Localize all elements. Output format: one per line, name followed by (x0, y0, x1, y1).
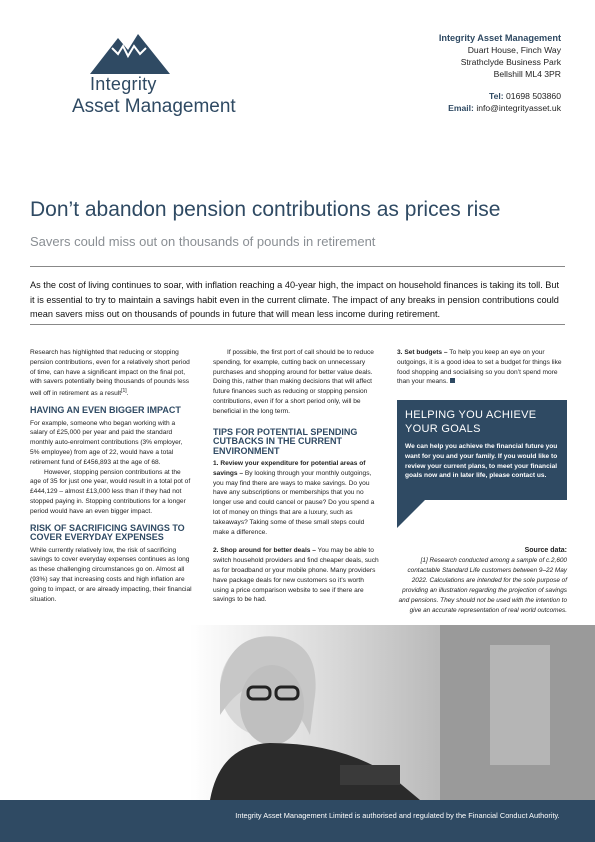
section-heading: HAVING AN EVEN BIGGER IMPACT (30, 405, 181, 416)
cta-body: We can help you achieve the financial future you want for you and your family. If you would like to review your current plans, to meet your financial goals now and in later life, please contact us. (405, 443, 558, 480)
source-body: [1] Research conducted among a sample of c.2,600 contactable Standard Life customers between 9–22 May 2022. Calculations are intended for the sole purpose of providing an illustration regarding the projection of savings and pensions. They should not be used with the intention to give an accurate representation of real world outcomes. (398, 557, 567, 614)
intro-paragraph: As the cost of living continues to soar, with inflation reaching a 40-year high, the impact on household finances is taking its toll. But it is essential to try to maintain a savings habit even in the current climate. The impact of any breaks in pension contributions could mean savers miss out on thousands of pounds in future that will mean less income during retirement. (30, 280, 560, 319)
cta-box-tail (397, 500, 425, 528)
column-1 (30, 348, 192, 604)
contact-block (439, 32, 561, 114)
address-line: Duart House, Finch Way (467, 45, 561, 55)
email-address[interactable]: info@integrityasset.uk (476, 103, 561, 113)
company-name: Integrity Asset Management (438, 33, 561, 43)
tip-title: 3. Set budgets – (397, 349, 448, 356)
article-subtitle: Savers could miss out on thousands of pounds in retirement (30, 234, 376, 249)
tel-number[interactable]: 01698 503860 (506, 91, 561, 101)
tip-3: 3. Set budgets – To help you keep an eye on your outgoings, it is a good idea to set a budget for things like food shopping and socialising so you don’t spend more than your means. (397, 349, 562, 386)
paragraph: If possible, the first port of call should be to reduce spending, for example, cutting back on unnecessary purchases and shopping around for better value deals. Doing this, rather than making decisions that will affect future finances such as reducing or stopping pension contributions, even if for a short period only, will be beneficial in the long term. (213, 349, 374, 415)
divider (30, 324, 565, 325)
tip-title: 1. Review your expenditure for potential areas of savings – (213, 460, 366, 477)
section-heading: RISK OF SACRIFICING SAVINGS TO COVER EVERYDAY EXPENSES (30, 522, 185, 543)
cta-heading: HELPING YOU ACHIEVE YOUR GOALS (405, 409, 537, 435)
end-mark-icon (450, 378, 455, 383)
paragraph: However, stopping pension contributions at the age of 35 for just one year, would result in a total pot of £444,129 – almost £13,000 less than if they had not stopped paying in. Stopping contributions for a longer period would have an even bigger impact. (30, 468, 191, 515)
regulatory-notice: Integrity Asset Management Limited is authorised and regulated by the Financial Conduct Authority. (235, 811, 560, 820)
logo-text-line2: Asset Management (72, 96, 236, 117)
column-3 (397, 348, 567, 387)
address-line: Strathclyde Business Park (460, 57, 561, 67)
tel-label: Tel: (489, 91, 504, 101)
source-title: Source data: (524, 547, 567, 554)
tip-2: 2. Shop around for better deals – You may be able to switch household providers and find cheaper deals, such as for broadband or your mobile phone. Many providers have package deals for new customers so it’s worth using a price comparison website to see if there are savings to be had. (213, 547, 379, 604)
footnote-ref: [1] (121, 388, 127, 395)
email-label: Email: (448, 103, 474, 113)
cta-box (397, 400, 567, 500)
address-line: Bellshill ML4 3PR (493, 69, 561, 79)
woman-with-glasses-photo (190, 625, 595, 800)
source-data (397, 546, 567, 616)
paragraph: While currently relatively low, the risk of sacrificing savings to cover everyday expenses continues as long as these challenging circumstances go on. Almost all (93%) say that increasing costs and high inflation are going to impact, or are already impacting, their financial situation. (30, 546, 192, 603)
paragraph: For example, someone who began working with a salary of £25,000 per year and paid the standard monthly auto-enrolment contributions (3% employer, 5% employee) from age of 22, would have a total retirement fund of £456,893 at the age of 68. (30, 419, 183, 466)
tip-1: 1. Review your expenditure for potential areas of savings – By looking through your monthly outgoings, you may find there are ways to make savings. Do you have any subscriptions or memberships that you no longer use and could cancel or pause? Do you spend a lot of money on things that are a luxury, such as takeaways? Taking some of these small steps could make a difference. (213, 460, 375, 536)
logo-text-line1: Integrity (90, 74, 157, 94)
tip-title: 2. Shop around for better deals – (213, 547, 316, 555)
column-2 (213, 348, 381, 605)
mountain-logo-icon (90, 34, 170, 74)
footer-bar (0, 800, 595, 842)
phone-line (439, 90, 561, 102)
paragraph: Research has highlighted that reducing or stopping pension contributions, even for a relatively short period of time, can have a significant impact on the final pot, with savers potentially being thousands of pounds less well off in retirement as a result[1]. (30, 349, 190, 398)
section-heading: TIPS FOR POTENTIAL SPENDING CUTBACKS IN THE CURRENT ENVIRONMENT (213, 426, 358, 456)
divider (30, 266, 565, 267)
article-title: Don’t abandon pension contributions as prices rise (30, 198, 501, 221)
email-line (439, 102, 561, 114)
